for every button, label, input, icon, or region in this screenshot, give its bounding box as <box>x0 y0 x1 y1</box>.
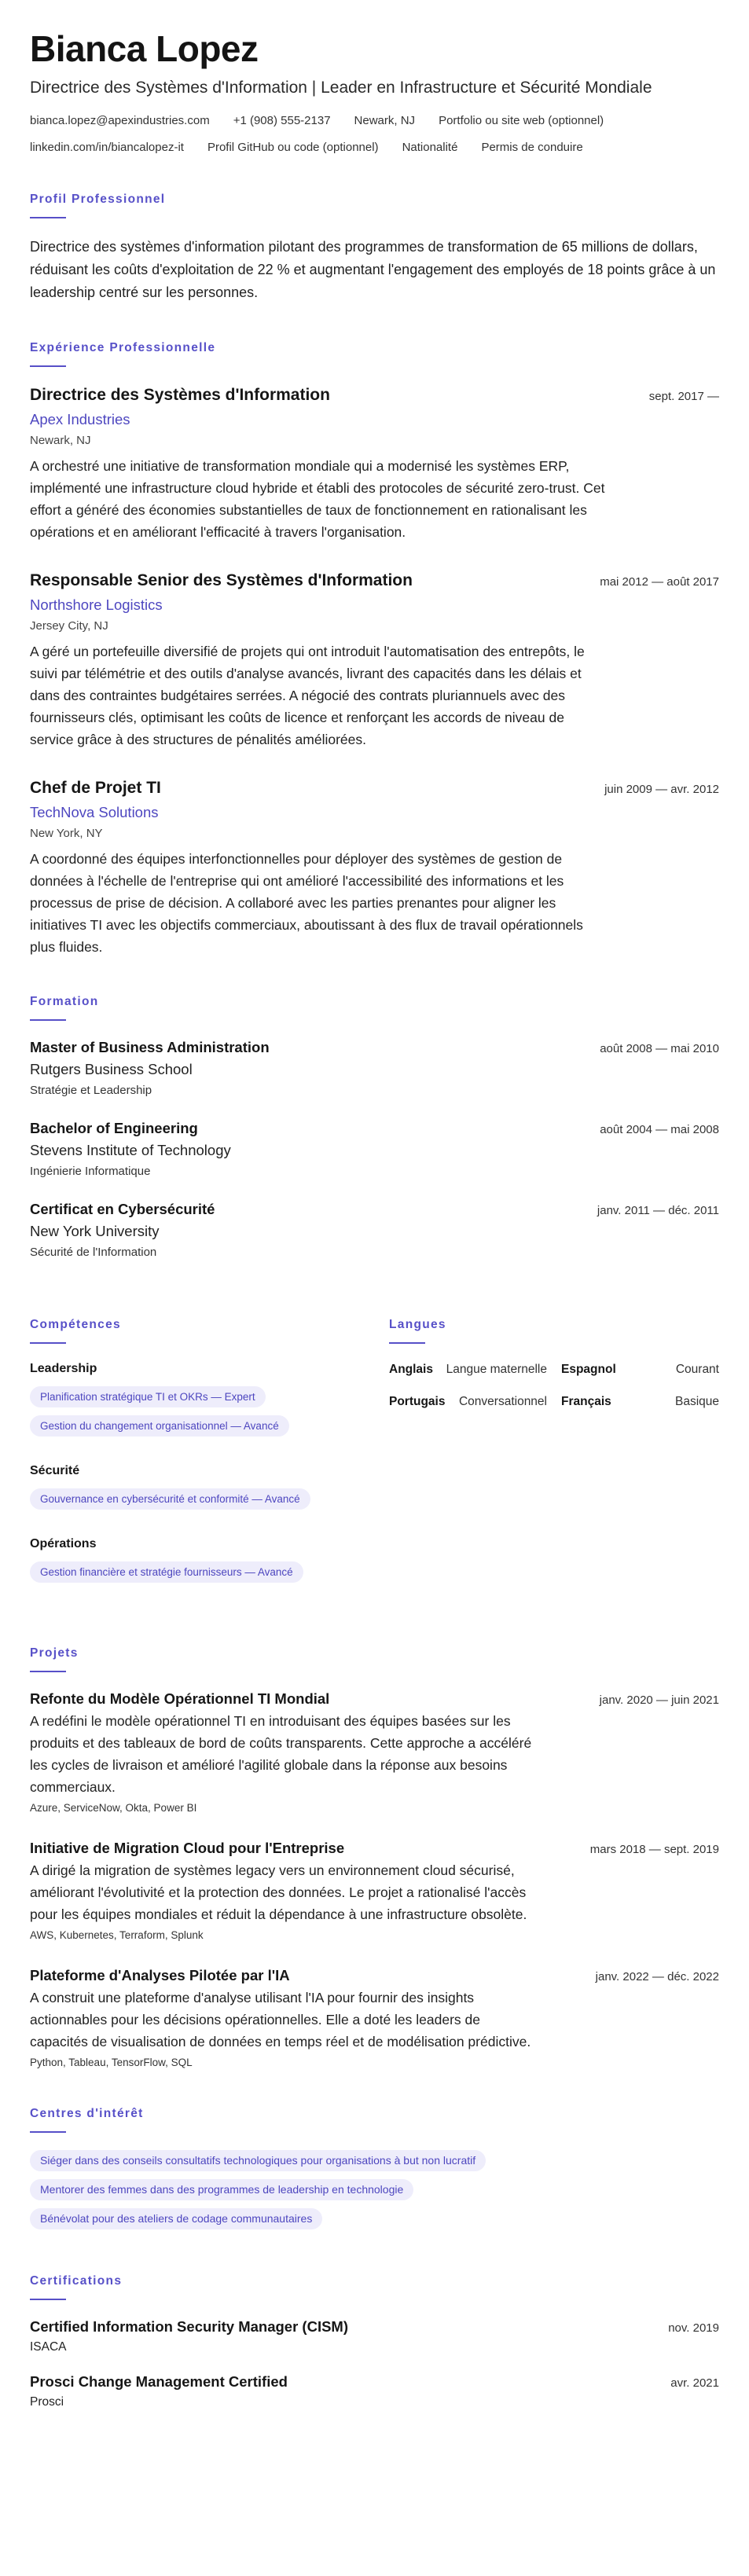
job-entry <box>30 570 719 750</box>
contact-nationality: Nationalité <box>402 141 458 154</box>
interest-tag: Siéger dans des conseils consultatifs technologiques pour organisations à but non lucratif <box>30 2150 486 2171</box>
education-degree: Certificat en Cybersécurité <box>30 1201 215 1217</box>
section-divider <box>389 1342 425 1344</box>
projects-section <box>30 1646 719 2070</box>
skill-tag: Gouvernance en cybersécurité et conformité — Avancé <box>30 1488 310 1510</box>
section-title: Compétences <box>30 1318 121 1331</box>
education-dates: janv. 2011 — déc. 2011 <box>597 1204 719 1217</box>
certification-title: Prosci Change Management Certified <box>30 2373 288 2390</box>
job-company: TechNova Solutions <box>30 804 159 820</box>
section-divider <box>30 1019 66 1021</box>
interest-tag: Mentorer des femmes dans des programmes de leadership en technologie <box>30 2179 413 2200</box>
certification-entry <box>30 2372 719 2410</box>
certifications-section <box>30 2273 719 2410</box>
language-item <box>389 1393 547 1410</box>
section-title: Certifications <box>30 2274 123 2288</box>
job-location: Jersey City, NJ <box>30 619 108 633</box>
education-school: Stevens Institute of Technology <box>30 1142 231 1158</box>
job-dates: mai 2012 — août 2017 <box>600 575 719 589</box>
job-title: Responsable Senior des Systèmes d'Information <box>30 571 413 589</box>
section-title: Expérience Professionnelle <box>30 341 216 354</box>
skill-tag: Gestion du changement organisationnel — Avancé <box>30 1415 289 1437</box>
education-dates: août 2004 — mai 2008 <box>600 1123 719 1136</box>
contact-email[interactable]: bianca.lopez@apexindustries.com <box>30 114 210 127</box>
section-divider <box>30 217 66 218</box>
skill-group <box>30 1536 360 1591</box>
project-description: A construit une plateforme d'analyse utilisant l'IA pour fournir des insights actionnables pour les décisions opérationnelles. Elle a doté les leaders de capacités de visualisation de données en temps réel et de modélisation prédictive. <box>30 1990 531 2049</box>
education-field: Stratégie et Leadership <box>30 1084 152 1097</box>
job-company: Northshore Logistics <box>30 596 163 613</box>
job-dates: juin 2009 — avr. 2012 <box>604 783 719 796</box>
job-title: Chef de Projet TI <box>30 779 161 797</box>
skill-category: Opérations <box>30 1537 97 1550</box>
education-dates: août 2008 — mai 2010 <box>600 1042 719 1055</box>
education-field: Sécurité de l'Information <box>30 1246 157 1259</box>
section-divider <box>30 1671 66 1672</box>
education-section <box>30 994 719 1260</box>
skills-section <box>30 1281 360 1609</box>
project-dates: janv. 2020 — juin 2021 <box>599 1693 719 1707</box>
job-entry <box>30 384 719 543</box>
job-location: Newark, NJ <box>30 434 91 447</box>
project-technologies: Azure, ServiceNow, Okta, Power BI <box>30 1802 197 1814</box>
contact-location: Newark, NJ <box>354 114 416 127</box>
job-description: A orchestré une initiative de transformation mondiale qui a modernisé les systèmes ERP, implémenté une infrastructure cloud hybride et établi des protocoles de sécurité zero-trust. Cet effort a généré des économies substantielles de taux de fonctionnement en rationalisant les opérations et en améliorant l'efficacité à travers l'organisation. <box>30 458 605 540</box>
section-divider <box>30 365 66 367</box>
language-level: Langue maternelle <box>446 1363 547 1376</box>
project-technologies: Python, Tableau, TensorFlow, SQL <box>30 2057 193 2068</box>
contact-linkedin[interactable]: linkedin.com/in/biancalopez-it <box>30 141 184 154</box>
certification-issuer: ISACA <box>30 2340 67 2354</box>
language-item <box>561 1361 719 1378</box>
section-title: Profil Professionnel <box>30 193 166 206</box>
project-dates: janv. 2022 — déc. 2022 <box>595 1970 719 1983</box>
education-entry <box>30 1119 719 1180</box>
education-field: Ingénierie Informatique <box>30 1165 151 1178</box>
section-divider <box>30 2131 66 2133</box>
language-item <box>561 1393 719 1410</box>
languages-section <box>389 1281 719 1609</box>
profile-summary: Directrice des systèmes d'information pilotant des programmes de transformation de 65 millions de dollars, réduisant les coûts d'exploitation de 22 % et augmentant l'engagement des employés de 18 points grâce à un leadership centré sur les personnes. <box>30 239 716 300</box>
language-name: Espagnol <box>561 1363 616 1376</box>
language-level: Courant <box>675 1363 719 1376</box>
certification-entry <box>30 2317 719 2355</box>
contact-github[interactable]: Profil GitHub ou code (optionnel) <box>207 141 379 154</box>
language-name: Portugais <box>389 1395 446 1408</box>
language-name: Français <box>561 1395 611 1408</box>
job-dates: sept. 2017 — <box>648 390 719 403</box>
job-title: Directrice des Systèmes d'Information <box>30 386 330 404</box>
certification-issuer: Prosci <box>30 2395 64 2409</box>
project-technologies: AWS, Kubernetes, Terraform, Splunk <box>30 1929 204 1941</box>
certification-title: Certified Information Security Manager (CISM) <box>30 2318 348 2335</box>
section-title: Projets <box>30 1646 79 1660</box>
job-company: Apex Industries <box>30 411 130 427</box>
education-degree: Bachelor of Engineering <box>30 1120 198 1136</box>
project-entry <box>30 1966 719 2070</box>
job-description: A coordonné des équipes interfonctionnelles pour déployer des systèmes de gestion de données à l'échelle de l'entreprise qui ont amélioré l'accessibilité des informations et les processus de prise de décision. A collaboré avec les parties prenantes pour aligner les initiatives TI avec les objectifs commerciaux, aboutissant à des flux de travail opérationnels plus fluides. <box>30 851 583 955</box>
section-title: Centres d'intérêt <box>30 2107 144 2120</box>
contact-list <box>30 113 719 156</box>
skill-group <box>30 1463 360 1517</box>
contact-phone[interactable]: +1 (908) 555-2137 <box>233 114 331 127</box>
project-entry <box>30 1690 719 1815</box>
education-degree: Master of Business Administration <box>30 1039 270 1055</box>
section-divider <box>30 1342 66 1344</box>
interests-section <box>30 2106 719 2237</box>
profile-section <box>30 192 719 304</box>
project-title: Initiative de Migration Cloud pour l'Entreprise <box>30 1840 345 1856</box>
skill-tag: Planification stratégique TI et OKRs — Expert <box>30 1386 266 1407</box>
language-grid <box>389 1361 719 1410</box>
resume-header <box>30 28 719 156</box>
education-entry <box>30 1200 719 1260</box>
certification-date: avr. 2021 <box>670 2376 719 2390</box>
candidate-tagline: Directrice des Systèmes d'Information | Leader en Infrastructure et Sécurité Mondiale <box>30 79 652 97</box>
skills-languages-row <box>30 1281 719 1609</box>
language-item <box>389 1361 547 1378</box>
education-entry <box>30 1038 719 1099</box>
language-name: Anglais <box>389 1363 433 1376</box>
language-level: Conversationnel <box>458 1395 547 1408</box>
project-title: Refonte du Modèle Opérationnel TI Mondial <box>30 1690 330 1707</box>
skill-category: Sécurité <box>30 1464 80 1477</box>
contact-portfolio[interactable]: Portfolio ou site web (optionnel) <box>439 114 604 127</box>
project-dates: mars 2018 — sept. 2019 <box>589 1843 719 1856</box>
project-description: A dirigé la migration de systèmes legacy vers un environnement cloud sécurisé, améliorant l'évolutivité et la protection des données. Le projet a rationalisé l'accès pour les équipes mondiales et réduit la dépendance à une infrastructure obsolète. <box>30 1862 527 1922</box>
experience-section <box>30 340 719 958</box>
section-divider <box>30 2299 66 2300</box>
candidate-name: Bianca Lopez <box>30 28 259 69</box>
job-entry <box>30 777 719 958</box>
language-level: Basique <box>674 1395 719 1408</box>
project-title: Plateforme d'Analyses Pilotée par l'IA <box>30 1967 290 1983</box>
job-location: New York, NY <box>30 827 103 840</box>
certification-date: nov. 2019 <box>668 2321 719 2335</box>
section-title: Formation <box>30 995 99 1008</box>
skill-category: Leadership <box>30 1362 97 1375</box>
education-school: Rutgers Business School <box>30 1061 193 1077</box>
interest-tag: Bénévolat pour des ateliers de codage communautaires <box>30 2208 322 2229</box>
project-description: A redéfini le modèle opérationnel TI en introduisant des équipes basées sur les produits et des tableaux de bord de coûts transparents. Cette approche a accéléré les cycles de livraison et amélioré l'agilité globale dans la réponse aux besoins commerciaux. <box>30 1713 532 1795</box>
section-title: Langues <box>389 1318 446 1331</box>
job-description: A géré un portefeuille diversifié de projets qui ont introduit l'automatisation des entrepôts, le suivi par télémétrie et des outils d'analyse avancés, livrant des capacités dans les délais et dans des contraintes budgétaires serrées. A négocié des contrats pluriannuels avec des fournisseurs clés, optimisant les coûts de licence et renforçant les accords de niveau de service grâce à des structures de pénalités améliorées. <box>30 644 585 747</box>
skill-group <box>30 1361 360 1444</box>
project-entry <box>30 1839 719 1943</box>
skill-tag: Gestion financière et stratégie fournisseurs — Avancé <box>30 1561 303 1583</box>
education-school: New York University <box>30 1223 160 1239</box>
contact-license: Permis de conduire <box>481 141 583 154</box>
